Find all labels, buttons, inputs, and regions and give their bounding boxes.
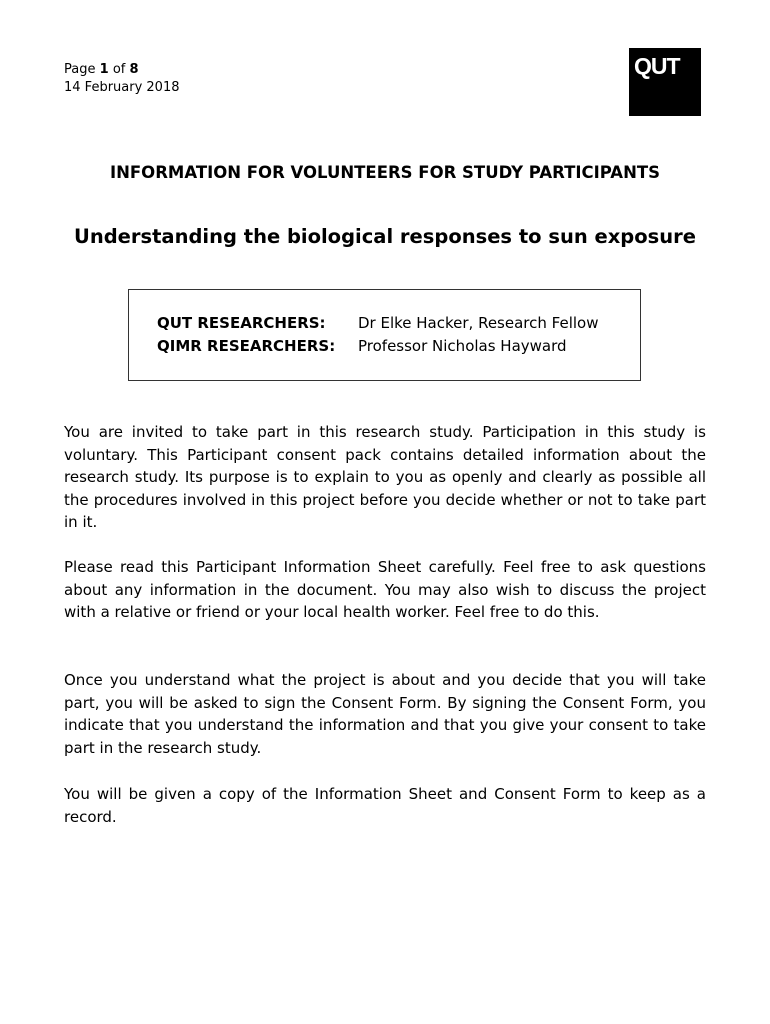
paragraph-consent: Once you understand what the project is about and you decide that you will take part, you will be asked to sign the Consent Form. By signing the Consent Form, you indicate that you understand the information and that you give your consent to take part in the research study. xyxy=(64,671,706,757)
page-current: 1 xyxy=(99,62,109,77)
researchers-box xyxy=(128,289,641,381)
paragraph-copy: You will be given a copy of the Information Sheet and Consent Form to keep as a record. xyxy=(64,785,706,826)
page-total: 8 xyxy=(129,62,139,77)
researcher-name: Dr Elke Hacker, Research Fellow xyxy=(358,314,599,332)
document-title: INFORMATION FOR VOLUNTEERS FOR STUDY PARTICIPANTS xyxy=(109,163,661,182)
researcher-name: Professor Nicholas Hayward xyxy=(358,337,567,355)
page-prefix: Page xyxy=(64,62,96,77)
page-number xyxy=(64,61,180,79)
paragraph-read-carefully: Please read this Participant Information Sheet carefully. Feel free to ask questions about any information in the document. You may also wish to discuss the project with a relative or friend or your local health worker. Feel free to do this. xyxy=(64,558,706,621)
researcher-row-qut xyxy=(157,314,598,332)
page-of: of xyxy=(112,62,126,77)
logo-text: QUT xyxy=(634,53,680,79)
page-header xyxy=(64,61,180,97)
study-title: Understanding the biological responses to sun exposure xyxy=(73,225,696,248)
researcher-role: QIMR RESEARCHERS: xyxy=(157,337,336,355)
qut-logo xyxy=(629,48,701,116)
researcher-role: QUT RESEARCHERS: xyxy=(157,314,326,332)
paragraph-invitation: You are invited to take part in this research study. Participation in this study is voluntary. This Participant consent pack contains detailed information about the research study. Its purpose is to explain to you as openly and clearly as possible all the procedures involved in this project before you decide whether or not to take part in it. xyxy=(64,423,706,531)
document-date: 14 February 2018 xyxy=(64,80,180,95)
researcher-row-qimr xyxy=(157,337,567,355)
